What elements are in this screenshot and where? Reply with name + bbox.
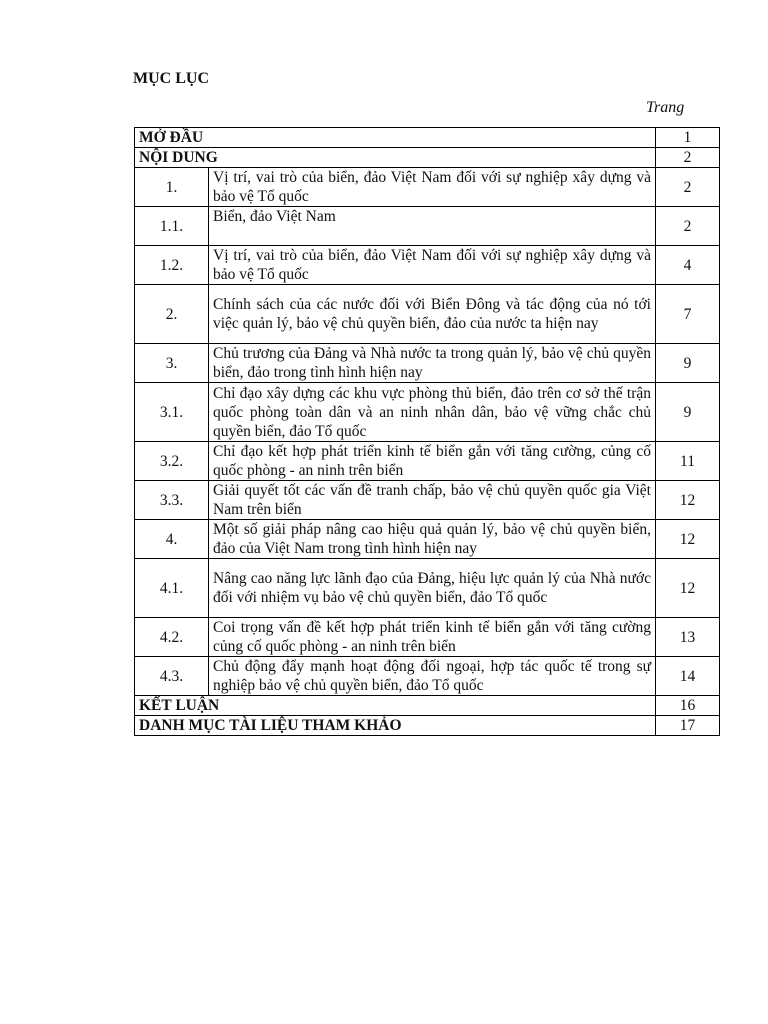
toc-page-number: 16 (656, 696, 720, 716)
toc-row[interactable] (135, 481, 720, 520)
toc-row-intro[interactable] (135, 128, 720, 148)
toc-item-number: 4. (135, 520, 209, 559)
toc-item-number: 2. (135, 285, 209, 344)
toc-item-title: Biển, đảo Việt Nam (209, 207, 656, 246)
toc-item-title: Giải quyết tốt các vấn đề tranh chấp, bảo vệ chủ quyền quốc gia Việt Nam trên biển (209, 481, 656, 520)
toc-page-number: 14 (656, 657, 720, 696)
toc-item-number: 1. (135, 168, 209, 207)
toc-page-number: 1 (656, 128, 720, 148)
toc-row-conclusion[interactable] (135, 696, 720, 716)
toc-item-number: 3.2. (135, 442, 209, 481)
toc-page-number: 17 (656, 716, 720, 736)
toc-item-title: Coi trọng vấn đề kết hợp phát triển kinh tế biển gắn với tăng cường củng cố quốc phòng - an ninh trên biển (209, 618, 656, 657)
toc-item-number: 3.3. (135, 481, 209, 520)
toc-row[interactable] (135, 344, 720, 383)
toc-row[interactable] (135, 383, 720, 442)
toc-page-number: 2 (656, 168, 720, 207)
toc-row[interactable] (135, 442, 720, 481)
toc-item-title: Vị trí, vai trò của biển, đảo Việt Nam đối với sự nghiệp xây dựng và bảo vệ Tổ quốc (209, 246, 656, 285)
toc-item-number: 4.3. (135, 657, 209, 696)
toc-item-title: Chủ trương của Đảng và Nhà nước ta trong quản lý, bảo vệ chủ quyền biển, đảo trong tình hình hiện nay (209, 344, 656, 383)
toc-item-title: Chính sách của các nước đối với Biển Đông và tác động của nó tới việc quản lý, bảo vệ chủ quyền biển, đảo của nước ta hiện nay (209, 285, 656, 344)
toc-page-number: 11 (656, 442, 720, 481)
toc-row-references[interactable] (135, 716, 720, 736)
toc-page-number: 9 (656, 344, 720, 383)
toc-row[interactable] (135, 285, 720, 344)
toc-page-number: 2 (656, 207, 720, 246)
toc-page-number: 12 (656, 481, 720, 520)
toc-item-title: Một số giải pháp nâng cao hiệu quả quản lý, bảo vệ chủ quyền biển, đảo của Việt Nam trong tình hình hiện nay (209, 520, 656, 559)
toc-row[interactable] (135, 618, 720, 657)
toc-section-title: KẾT LUẬN (135, 696, 656, 716)
toc-section-title: NỘI DUNG (135, 148, 656, 168)
toc-row[interactable] (135, 559, 720, 618)
toc-section-title: DANH MỤC TÀI LIỆU THAM KHẢO (135, 716, 656, 736)
toc-item-number: 4.1. (135, 559, 209, 618)
toc-item-number: 1.2. (135, 246, 209, 285)
toc-row[interactable] (135, 246, 720, 285)
toc-page-number: 4 (656, 246, 720, 285)
toc-row-content[interactable] (135, 148, 720, 168)
toc-item-title: Chỉ đạo xây dựng các khu vực phòng thủ biển, đảo trên cơ sở thế trận quốc phòng toàn dân và an ninh nhân dân, bảo vệ vững chắc chủ quyền biển, đảo Tổ quốc (209, 383, 656, 442)
toc-item-title: Vị trí, vai trò của biển, đảo Việt Nam đối với sự nghiệp xây dựng và bảo vệ Tổ quốc (209, 168, 656, 207)
toc-item-number: 3. (135, 344, 209, 383)
toc-page-number: 12 (656, 520, 720, 559)
toc-row[interactable] (135, 520, 720, 559)
toc-section-title: MỞ ĐẦU (135, 128, 656, 148)
toc-item-title: Chủ động đẩy mạnh hoạt động đối ngoại, hợp tác quốc tế trong sự nghiệp bảo vệ chủ quyền biển, đảo Tổ quốc (209, 657, 656, 696)
page-title: MỤC LỤC (133, 70, 209, 87)
page-column-label: Trang (646, 99, 685, 116)
toc-page-number: 13 (656, 618, 720, 657)
toc-page-number: 7 (656, 285, 720, 344)
toc-row[interactable] (135, 168, 720, 207)
toc-item-number: 3.1. (135, 383, 209, 442)
toc-item-number: 4.2. (135, 618, 209, 657)
toc-page-number: 12 (656, 559, 720, 618)
toc-page-number: 2 (656, 148, 720, 168)
toc-page-number: 9 (656, 383, 720, 442)
toc-item-number: 1.1. (135, 207, 209, 246)
table-of-contents (134, 127, 720, 736)
toc-row[interactable] (135, 207, 720, 246)
toc-row[interactable] (135, 657, 720, 696)
toc-item-title: Chỉ đạo kết hợp phát triển kinh tế biển gắn với tăng cường, củng cố quốc phòng - an ninh trên biển (209, 442, 656, 481)
toc-item-title: Nâng cao năng lực lãnh đạo của Đảng, hiệu lực quản lý của Nhà nước đối với nhiệm vụ bảo vệ chủ quyền biển, đảo Tổ quốc (209, 559, 656, 618)
